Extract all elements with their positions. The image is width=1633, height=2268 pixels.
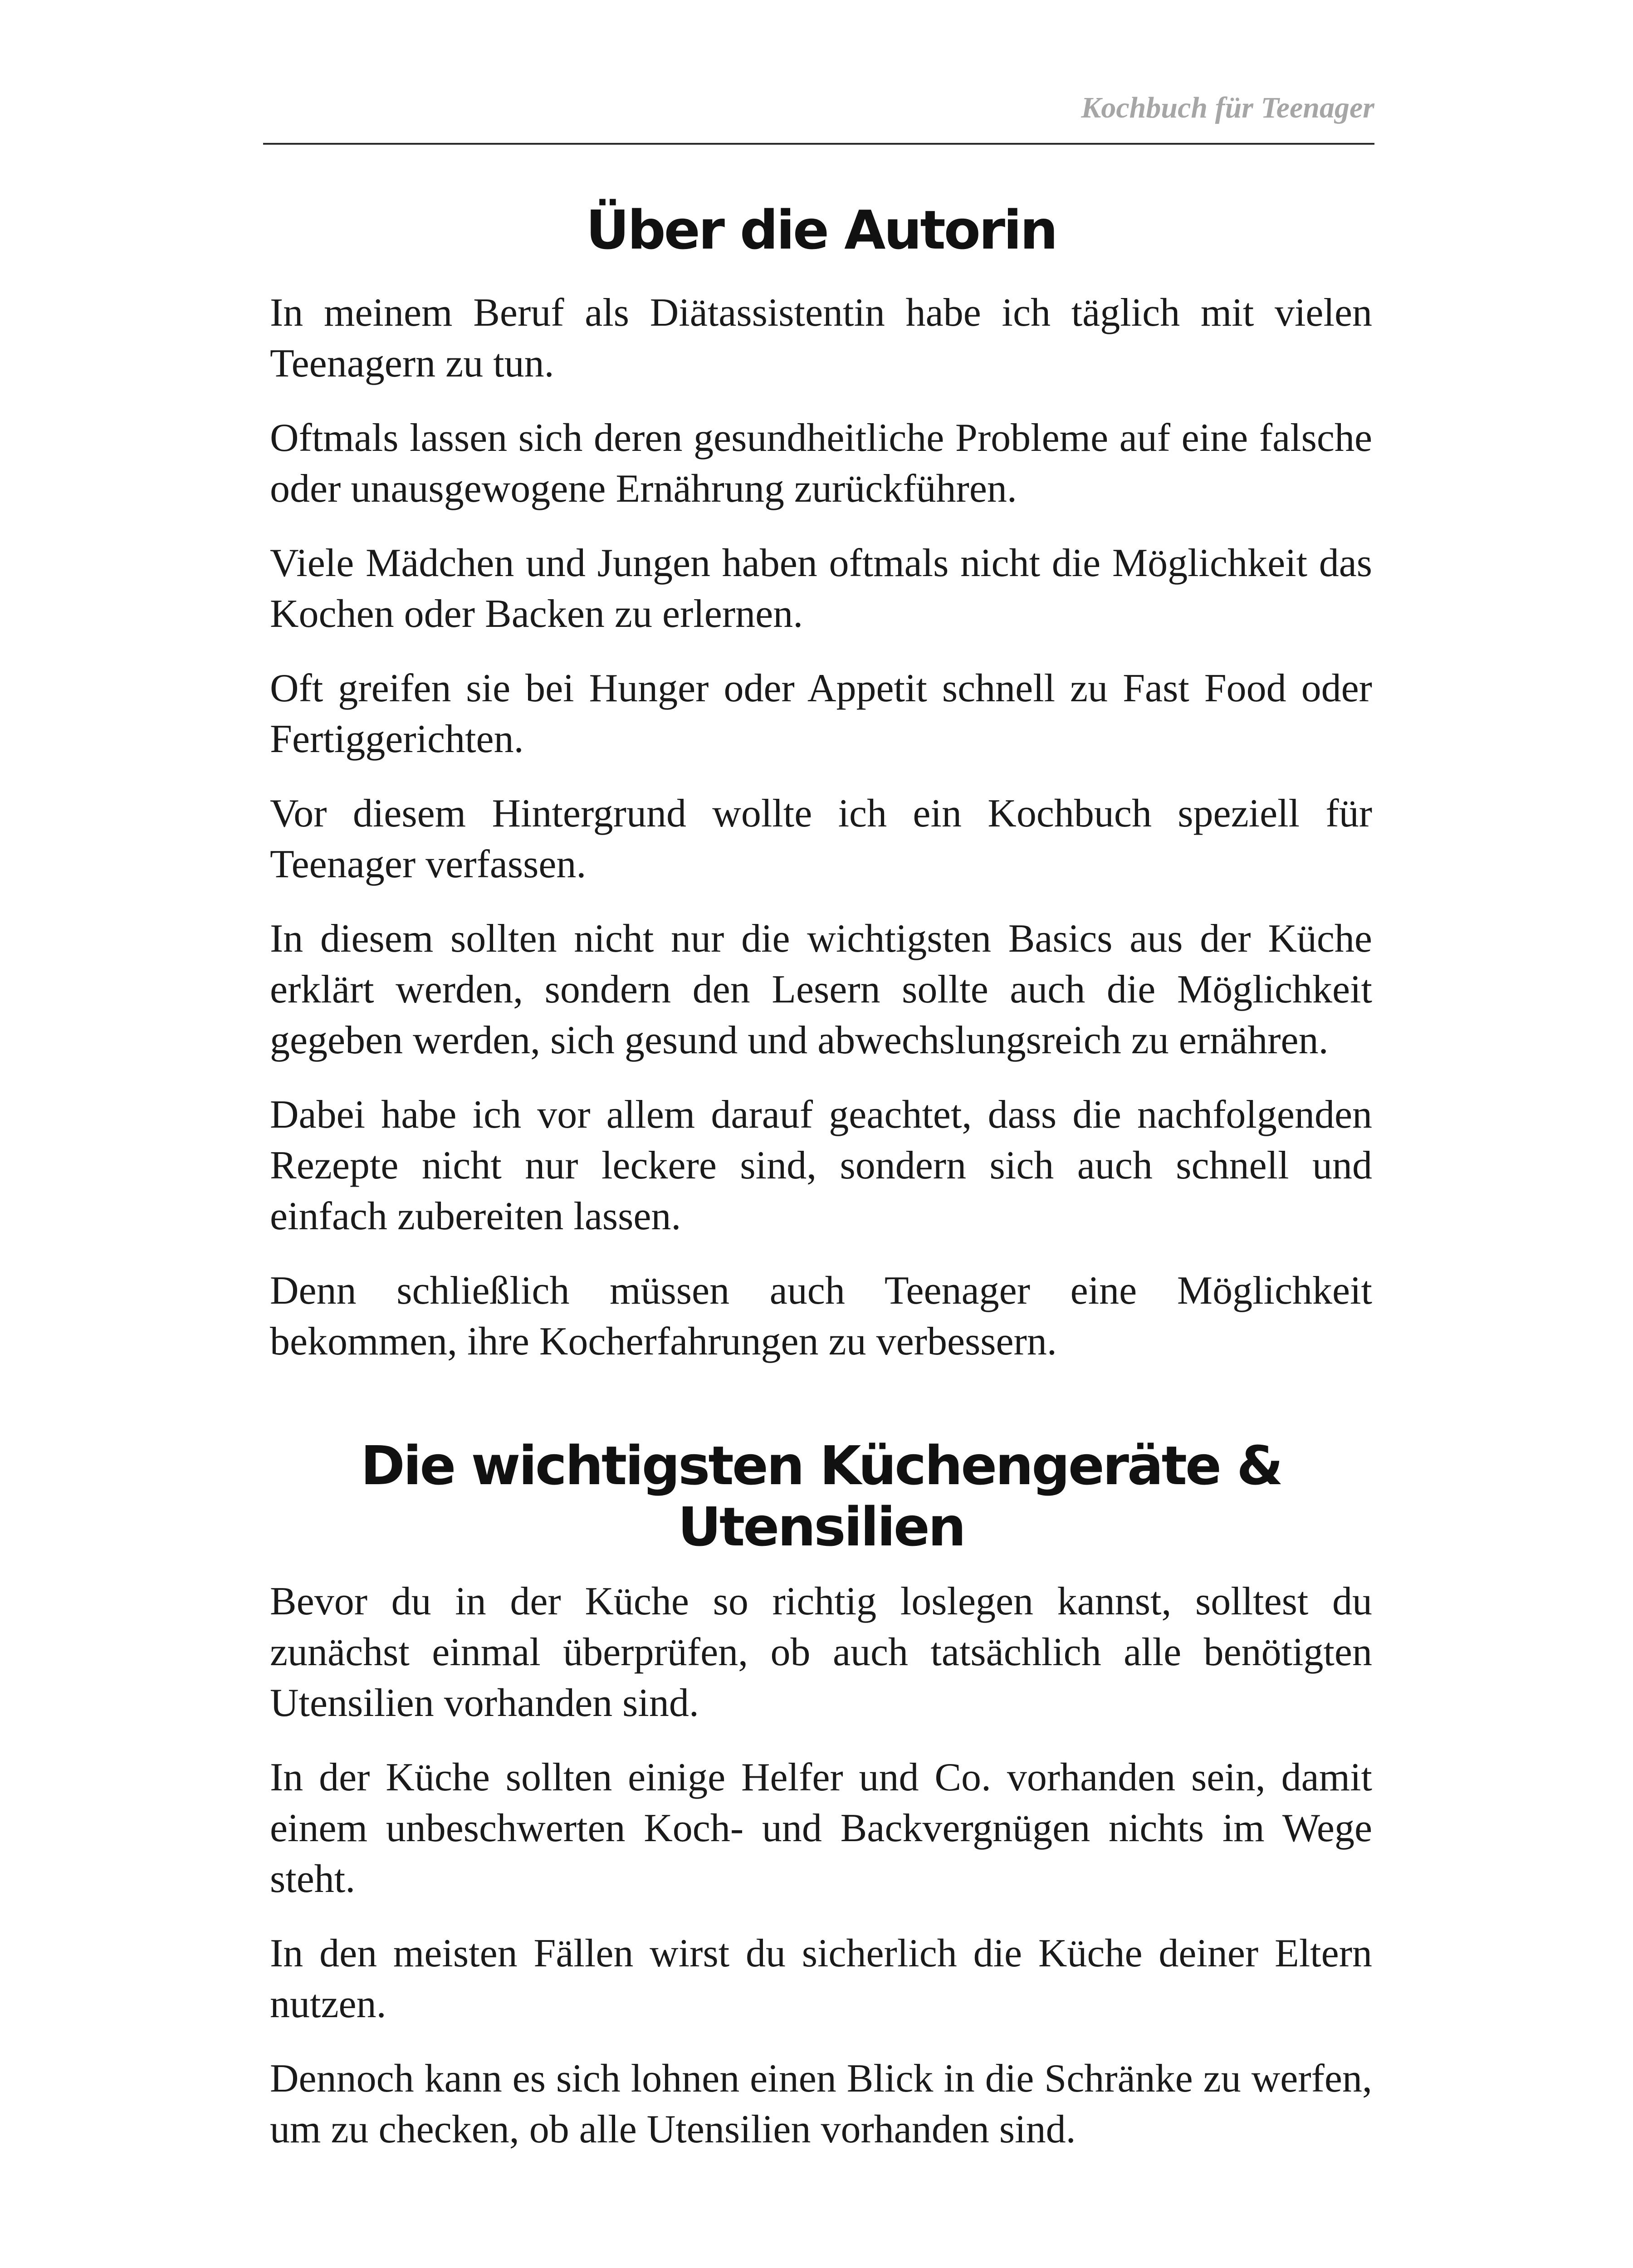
heading-about-author: Über die Autorin <box>586 199 1056 261</box>
tools-paragraph-3: In den meisten Fällen wirst du sicherlich die Küche deiner Eltern nutzen. <box>270 1931 1372 2027</box>
author-paragraph-2: Oftmals lassen sich deren gesundheitliche Probleme auf eine falsche oder unausgewogene Ernährung zurückführen. <box>270 415 1372 511</box>
page-content <box>270 200 1372 2155</box>
author-paragraph-7: Dabei habe ich vor allem darauf geachtet, dass die nachfolgenden Rezepte nicht nur leckere sind, sondern sich auch schnell und einfach zubereiten lassen. <box>270 1092 1372 1238</box>
author-paragraph-1: In meinem Beruf als Diätassistentin habe ich täglich mit vielen Teenagern zu tun. <box>270 290 1372 386</box>
author-paragraph-6: In diesem sollten nicht nur die wichtigsten Basics aus der Küche erklärt werden, sondern den Lesern sollte auch die Möglichkeit gegeben werden, sich gesund und abwechslungsreich zu ernähren. <box>270 916 1372 1062</box>
header-rule <box>263 143 1374 145</box>
author-paragraph-8: Denn schließlich müssen auch Teenager eine Möglichkeit bekommen, ihre Kocherfahrungen zu verbessern. <box>270 1268 1372 1364</box>
running-header-title: Kochbuch für Teenager <box>1081 91 1374 124</box>
author-paragraph-4: Oft greifen sie bei Hunger oder Appetit schnell zu Fast Food oder Fertiggerichten. <box>270 666 1372 761</box>
heading-kitchen-tools: Die wichtigsten Küchengeräte & Utensilien <box>360 1434 1282 1559</box>
author-paragraph-3: Viele Mädchen und Jungen haben oftmals nicht die Möglichkeit das Kochen oder Backen zu erlernen. <box>270 541 1372 636</box>
tools-paragraph-2: In der Küche sollten einige Helfer und Co. vorhanden sein, damit einem unbeschwerten Koch- und Backvergnügen nichts im Wege steht. <box>270 1755 1372 1901</box>
tools-paragraph-4: Dennoch kann es sich lohnen einen Blick in die Schränke zu werfen, um zu checken, ob alle Utensilien vorhanden sind. <box>270 2057 1372 2152</box>
author-paragraph-5: Vor diesem Hintergrund wollte ich ein Kochbuch speziell für Teenager verfassen. <box>270 791 1372 886</box>
tools-paragraph-1: Bevor du in der Küche so richtig loslegen kannst, solltest du zunächst einmal überprüfen, ob auch tatsächlich alle benötigten Utensilien vorhanden sind. <box>270 1579 1372 1725</box>
